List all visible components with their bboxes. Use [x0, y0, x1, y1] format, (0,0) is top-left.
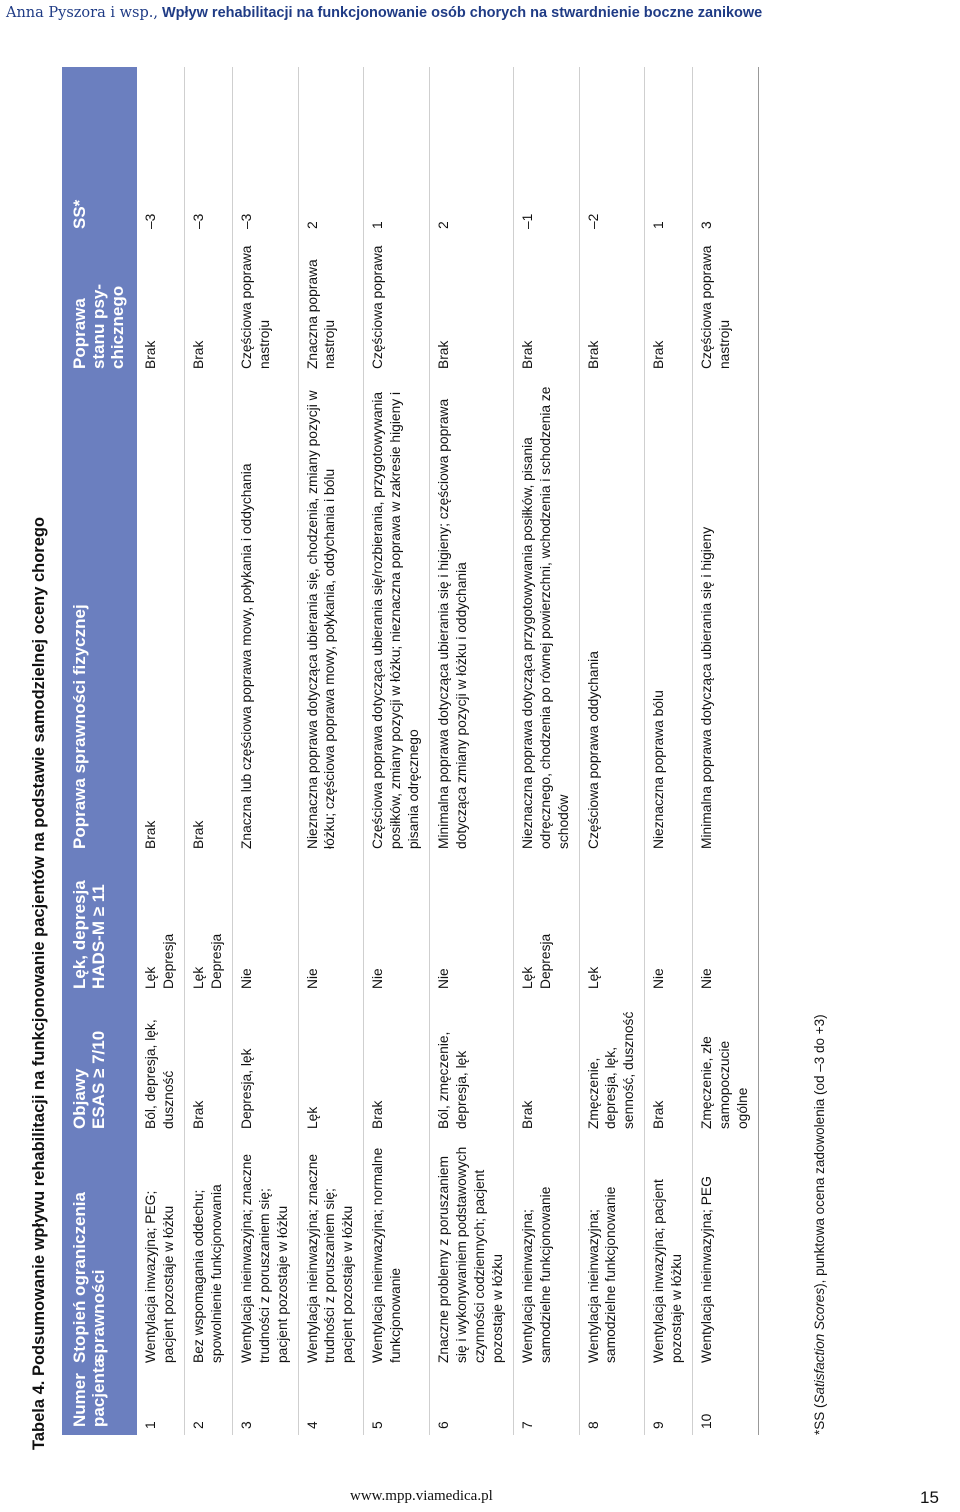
col-header-symptoms: Objawy ESAS ≥ 7/10 [70, 1030, 109, 1129]
running-header-title: Wpływ rehabilitacji na funkcjonowanie osób chorych na stwardnienie boczne zanikowe [161, 5, 763, 21]
table-row [645, 67, 693, 1435]
cell-satisfaction-score: 1 [651, 221, 667, 229]
table-container [62, 67, 759, 1435]
cell-physical-improvement: Nieznaczna poprawa bólu [651, 690, 667, 849]
footer-url: www.mpp.viamedica.pl [350, 1488, 493, 1504]
table-row [513, 67, 579, 1435]
footnote-italic: Satisfaction Scores [812, 1287, 827, 1404]
running-header [0, 0, 960, 26]
cell-mental-improvement: Brak [519, 340, 535, 369]
cell-symptoms: Ból, depresja, lęk, duszność [143, 1019, 177, 1129]
cell-patient-number: 6 [436, 1421, 452, 1429]
col-header-anxiety-depression: Lęk, depresja HADS-M ≥ 11 [70, 880, 109, 989]
cell-patient-number: 5 [370, 1421, 386, 1429]
cell-disability-degree: Bez wspomagania oddechu; spowolnienie funkcjonowania [190, 1184, 224, 1363]
cell-disability-degree: Wentylacja inwazyjna; PEG; pacjent pozostaje w łóżku [143, 1190, 177, 1363]
cell-anxiety-depression: Lęk Depresja [190, 933, 224, 989]
cell-satisfaction-score: –3 [143, 213, 159, 229]
cell-satisfaction-score: –2 [585, 213, 601, 229]
cell-satisfaction-score: 2 [304, 221, 320, 229]
cell-satisfaction-score: –3 [238, 213, 254, 229]
cell-satisfaction-score: 2 [436, 221, 452, 229]
cell-physical-improvement: Częściowa poprawa dotycząca ubierania się/rozbierania, przygotowywania posiłków, zmiany pozycji w łóżku; nieznaczna poprawa w zakresie higieny i pisania odręcznego [370, 391, 422, 849]
cell-disability-degree: Wentylacja nieinwazyjna; znaczne trudności z poruszaniem się; pacjent pozostaje w łóżku [304, 1153, 356, 1363]
cell-symptoms: Brak [519, 1100, 535, 1129]
cell-mental-improvement: Brak [190, 340, 206, 369]
cell-patient-number: 2 [190, 1421, 206, 1429]
cell-symptoms: Depresja, lęk [238, 1048, 254, 1129]
cell-symptoms: Brak [190, 1100, 206, 1129]
table-row [298, 67, 364, 1435]
cell-disability-degree: Wentylacja nieinwazyjna; samodzielne funkcjonowanie [585, 1186, 619, 1363]
rotated-page-content [0, 40, 940, 1490]
cell-symptoms: Zmęczenie, złe samopoczucie ogólne [699, 1036, 750, 1129]
cell-symptoms: Brak [651, 1100, 667, 1129]
cell-mental-improvement: Brak [143, 340, 159, 369]
cell-patient-number: 7 [519, 1421, 535, 1429]
cell-disability-degree: Wentylacja nieinwazyjna; samodzielne funkcjonowanie [519, 1186, 553, 1363]
table-caption: Tabela 4. Podsumowanie wpływu rehabilitacji na funkcjonowanie pacjentów na podstawie samodzielnej oceny chorego [30, 516, 48, 1450]
cell-patient-number: 1 [143, 1421, 159, 1429]
cell-symptoms: Ból, zmęczenie, depresja, lęk [436, 1031, 469, 1129]
cell-anxiety-depression: Nie [304, 968, 320, 989]
table-header-row [62, 67, 137, 1435]
table-row [364, 67, 430, 1435]
cell-disability-degree: Znaczne problemy z poruszaniem się i wykonywaniem podstawowych czynności codziennych; pacjent pozostaje w łóżku [436, 1146, 505, 1363]
table-footnote: *SS (Satisfaction Scores), punktowa ocena zadowolenia (od –3 do +3) [812, 1014, 827, 1435]
col-header-satisfaction-score: SS* [70, 199, 89, 229]
table-row [184, 67, 232, 1435]
table-row [430, 67, 514, 1435]
cell-mental-improvement: Znaczna poprawa nastroju [304, 259, 338, 369]
table-body [137, 67, 758, 1435]
cell-symptoms: Brak [370, 1100, 386, 1129]
cell-mental-improvement: Częściowa poprawa nastroju [238, 245, 272, 369]
col-header-physical-improvement: Poprawa sprawności fizycznej [70, 604, 89, 849]
col-header-disability-degree: Stopień ograniczenia sprawności [70, 1192, 109, 1363]
cell-anxiety-depression: Lęk [585, 966, 601, 989]
cell-anxiety-depression: Nie [436, 968, 452, 989]
cell-anxiety-depression: Nie [370, 968, 386, 989]
page-number: 15 [920, 1488, 939, 1507]
cell-physical-improvement: Częściowa poprawa oddychania [585, 651, 601, 849]
cell-anxiety-depression: Lęk Depresja [143, 933, 177, 989]
table-row [693, 67, 759, 1435]
cell-patient-number: 8 [585, 1421, 601, 1429]
cell-mental-improvement: Brak [651, 340, 667, 369]
cell-patient-number: 10 [699, 1413, 715, 1429]
table-row [137, 67, 184, 1435]
cell-patient-number: 3 [238, 1421, 254, 1429]
cell-physical-improvement: Znaczna lub częściowa poprawa mowy, połykania i oddychania [238, 463, 254, 849]
cell-mental-improvement: Brak [436, 340, 452, 369]
cell-anxiety-depression: Lęk Depresja [519, 933, 553, 989]
cell-physical-improvement: Brak [143, 820, 159, 849]
cell-physical-improvement: Brak [190, 820, 206, 849]
cell-anxiety-depression: Nie [238, 968, 254, 989]
cell-disability-degree: Wentylacja nieinwazyjna; znaczne trudności z poruszaniem się; pacjent pozostaje w łóżku [238, 1153, 290, 1363]
cell-satisfaction-score: –1 [519, 213, 535, 229]
results-table [62, 67, 759, 1435]
cell-symptoms: Lęk [304, 1106, 320, 1129]
table-row [232, 67, 298, 1435]
running-header-authors: Anna Pyszora i wsp., [6, 5, 158, 21]
cell-satisfaction-score: 3 [699, 221, 715, 229]
cell-disability-degree: Wentylacja inwazyjna; pacjent pozostaje w łóżku [651, 1179, 685, 1363]
cell-patient-number: 4 [304, 1421, 320, 1429]
cell-anxiety-depression: Nie [699, 968, 715, 989]
cell-patient-number: 9 [651, 1421, 667, 1429]
cell-physical-improvement: Nieznaczna poprawa dotycząca ubierania się, chodzenia, zmiany pozycji w łóżku; częściowa poprawa mowy, połykania, oddychania i bólu [304, 390, 338, 849]
cell-physical-improvement: Nieznaczna poprawa dotycząca przygotowywania posiłków, pisania odręcznego, chodzenia po równej powierzchni, wchodzenia i schodzenia ze schodów [519, 386, 571, 849]
cell-symptoms: Zmęczenie, depresja, lęk, senność, duszność [585, 1011, 637, 1129]
cell-disability-degree: Wentylacja nieinwazyjna; normalne funkcjonowanie [370, 1147, 404, 1363]
cell-mental-improvement: Częściowa poprawa [370, 245, 386, 369]
cell-satisfaction-score: –3 [190, 213, 206, 229]
col-header-mental-improvement: Poprawa stanu psy-chicznego [70, 283, 128, 369]
table-row [579, 67, 645, 1435]
cell-mental-improvement: Częściowa poprawa nastroju [699, 245, 733, 369]
cell-physical-improvement: Minimalna poprawa dotycząca ubierania się i higieny; częściowa poprawa dotycząca zmiany pozycji w łóżku i oddychania [436, 398, 469, 849]
cell-disability-degree: Wentylacja nieinwazyjna; PEG [699, 1176, 715, 1363]
cell-satisfaction-score: 1 [370, 221, 386, 229]
col-header-patient-number: Numer pacjenta [70, 1358, 109, 1427]
cell-anxiety-depression: Nie [651, 968, 667, 989]
cell-mental-improvement: Brak [585, 340, 601, 369]
cell-physical-improvement: Minimalna poprawa dotycząca ubierania się i higieny [699, 526, 715, 849]
